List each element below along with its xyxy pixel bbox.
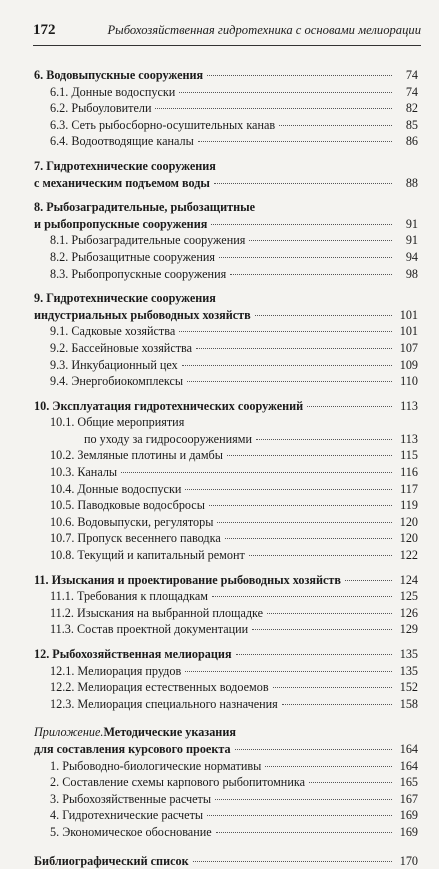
toc-entry: [34, 481, 418, 498]
dot-leader: [279, 125, 392, 126]
toc-entry-title: 6.4. Водоотводящие каналы: [50, 134, 194, 149]
toc-entry-page: 120: [399, 514, 418, 529]
toc-entry-title: 10. Эксплуатация гидротехнических сооружений: [34, 398, 304, 413]
page-number: 172: [33, 22, 56, 38]
toc-entry: [34, 117, 418, 134]
dot-leader: [225, 538, 392, 539]
dot-leader: [121, 472, 392, 473]
appendix-label: Приложение.: [34, 725, 104, 740]
toc-entry-title: 9.1. Садковые хозяйства: [50, 324, 176, 339]
section-gap: [34, 191, 418, 199]
toc-entry-page: 164: [399, 758, 418, 773]
dot-leader: [249, 555, 392, 556]
toc-entry-title: 6.2. Рыбоуловители: [50, 101, 152, 116]
toc-entry-title: 11. Изыскания и проектирование рыбоводных хозяйств: [34, 572, 341, 587]
toc-entry-page: 74: [405, 84, 418, 99]
dot-leader: [185, 489, 392, 490]
toc-entry-title: 12.3. Мелиорация специального назначения: [50, 696, 278, 711]
toc-entry-page: 115: [400, 448, 418, 463]
section-gap: [34, 638, 418, 646]
toc-entry: [34, 758, 418, 775]
dot-leader: [256, 439, 392, 440]
dot-leader: [219, 257, 392, 258]
dot-leader: [267, 613, 392, 614]
toc-entry: [34, 605, 418, 622]
toc-entry-page: 94: [405, 249, 418, 264]
section-gap: [34, 564, 418, 572]
section-gap: [34, 282, 418, 290]
toc-entry-page: 126: [399, 605, 418, 620]
toc-entry-title: индустриальных рыбоводных хозяйств: [34, 307, 251, 322]
toc-entry-page: 91: [405, 216, 418, 231]
toc-entry-title: 8. Рыбозаградительные, рыбозащитные: [34, 200, 256, 215]
section-gap: [34, 390, 418, 398]
toc-entry-page: 124: [399, 572, 418, 587]
toc-entry: [34, 621, 418, 638]
toc-entry-title: 9.2. Бассейновые хозяйства: [50, 340, 193, 355]
toc-entry: [34, 232, 418, 249]
toc-entry: [34, 447, 418, 464]
toc-entry-page: 135: [399, 663, 418, 678]
toc-entry-title: 10.3. Каналы: [50, 465, 118, 480]
dot-leader: [193, 861, 392, 862]
toc-entry: [34, 431, 418, 448]
toc-entry-title: 5. Экономическое обоснование: [50, 824, 212, 839]
toc-entry-title: 8.3. Рыбопропускные сооружения: [50, 266, 227, 281]
toc-entry-page: 120: [399, 531, 418, 546]
toc-entry-title: 10.6. Водовыпуски, регуляторы: [50, 514, 214, 529]
toc-entry: [34, 464, 418, 481]
toc-entry-title: 8.2. Рыбозащитные сооружения: [50, 249, 215, 264]
dot-leader: [309, 782, 392, 783]
dot-leader: [209, 505, 392, 506]
dot-leader: [207, 815, 392, 816]
running-title: Рыбохозяйственная гидротехника с основами мелиорации: [107, 23, 421, 37]
toc-entry-title: 2. Составление схемы карпового рыбопитомника: [50, 775, 305, 790]
toc-entry: [34, 133, 418, 150]
dot-leader: [217, 522, 392, 523]
dot-leader: [185, 671, 392, 672]
toc-entry-page: 116: [400, 465, 418, 480]
toc-entry-title: 8.1. Рыбозаградительные сооружения: [50, 233, 246, 248]
toc-entry: [34, 199, 418, 216]
toc-entry: [34, 249, 418, 266]
page-header: [33, 22, 421, 42]
toc-entry-title: 6.3. Сеть рыбосборно-осушительных канав: [50, 117, 276, 132]
toc-entry-title: 10.8. Текущий и капитальный ремонт: [50, 548, 245, 563]
toc-entry: [34, 357, 418, 374]
toc-entry: [34, 679, 418, 696]
toc-entry-page: 113: [400, 398, 418, 413]
toc-entry: [34, 266, 418, 283]
toc-entry: [34, 696, 418, 713]
toc-entry-page: 125: [399, 589, 418, 604]
toc-entry-page: 165: [399, 775, 418, 790]
toc-entry: [34, 572, 418, 589]
toc-entry-title: 9. Гидротехнические сооружения: [34, 291, 216, 306]
dot-leader: [179, 92, 392, 93]
dot-leader: [307, 406, 392, 407]
toc-entry-page: 82: [405, 101, 418, 116]
toc-entry-page: 135: [399, 647, 418, 661]
dot-leader: [212, 596, 392, 597]
toc-entry: [34, 398, 418, 415]
toc-entry-title: 9.3. Инкубационный цех: [50, 357, 178, 372]
dot-leader: [187, 381, 392, 382]
dot-leader: [196, 348, 392, 349]
toc-entry-page: 119: [400, 498, 418, 513]
toc-entry-page: 170: [399, 853, 418, 868]
toc-entry: [34, 414, 418, 431]
toc-entry: [34, 547, 418, 564]
toc-entry-title: 7. Гидротехнические сооружения: [34, 158, 216, 173]
table-of-contents: [34, 67, 418, 869]
dot-leader: [282, 704, 392, 705]
toc-entry-title: 10.4. Донные водоспуски: [50, 481, 182, 496]
toc-entry: [34, 853, 418, 869]
toc-entry-title: 10.2. Земляные плотины и дамбы: [50, 448, 223, 463]
dot-leader: [216, 832, 392, 833]
toc-entry: [34, 340, 418, 357]
toc-entry-page: 85: [405, 117, 418, 132]
toc-entry-title: 11.1. Требования к площадкам: [50, 589, 208, 604]
toc-entry-title: 12.2. Мелиорация естественных водоемов: [50, 680, 269, 695]
toc-entry-title: 11.2. Изыскания на выбранной площадке: [50, 605, 264, 620]
dot-leader: [227, 455, 392, 456]
toc-entry-page: 158: [399, 696, 418, 711]
dot-leader: [265, 766, 392, 767]
toc-entry: [34, 807, 418, 824]
toc-entry-title: 10.1. Общие мероприятия: [50, 415, 185, 430]
toc-entry-page: 88: [405, 175, 418, 190]
toc-entry-page: 167: [399, 791, 418, 806]
toc-entry: [34, 774, 418, 791]
toc-entry-title: 1. Рыбоводно-биологические нормативы: [50, 758, 262, 773]
appendix-title: Методические указания: [103, 725, 236, 740]
toc-entry-title: 12.1. Мелиорация прудов: [50, 663, 182, 678]
toc-entry-page: 152: [399, 680, 418, 695]
toc-entry: [34, 307, 418, 324]
toc-entry-page: 101: [399, 307, 418, 322]
section-gap: [34, 712, 418, 724]
toc-entry-title: 10.5. Паводковые водосбросы: [50, 498, 205, 513]
toc-entry-title: и рыбопропускные сооружения: [34, 216, 208, 231]
toc-entry-title: 11.3. Состав проектной документации: [50, 622, 249, 637]
toc-entry-title: 6.1. Донные водоспуски: [50, 84, 176, 99]
toc-entry: [34, 100, 418, 117]
section-gap: [34, 841, 418, 853]
toc-entry: [34, 514, 418, 531]
toc-entry-page: 110: [400, 374, 418, 389]
toc-entry: [34, 741, 418, 758]
toc-entry-page: 86: [405, 134, 418, 149]
toc-entry-title: 4. Гидротехнические расчеты: [50, 808, 204, 823]
toc-entry-page: 107: [399, 340, 418, 355]
toc-entry: [34, 791, 418, 808]
toc-entry-title: 3. Рыбохозяйственные расчеты: [50, 791, 212, 806]
dot-leader: [207, 75, 392, 76]
toc-entry-page: 129: [399, 622, 418, 637]
toc-entry-title: с механическим подъемом воды: [34, 175, 210, 190]
dot-leader: [211, 224, 392, 225]
toc-entry: [34, 373, 418, 390]
toc-entry: [34, 497, 418, 514]
toc-entry-page: 164: [399, 741, 418, 756]
toc-entry-page: 98: [405, 266, 418, 281]
dot-leader: [273, 687, 392, 688]
dot-leader: [252, 629, 392, 630]
dot-leader: [155, 108, 392, 109]
dot-leader: [236, 654, 392, 655]
toc-entry: [34, 824, 418, 841]
toc-entry-title: Библиографический список: [34, 853, 189, 868]
dot-leader: [345, 580, 392, 581]
toc-entry: [34, 175, 418, 192]
toc-entry-page: 117: [400, 481, 418, 496]
toc-entry: [34, 663, 418, 680]
toc-entry: [34, 84, 418, 101]
header-rule: [33, 45, 421, 46]
toc-entry: [34, 530, 418, 547]
dot-leader: [198, 141, 392, 142]
toc-entry: [34, 158, 418, 175]
toc-entry: [34, 588, 418, 605]
dot-leader: [249, 240, 392, 241]
toc-entry: [34, 290, 418, 307]
toc-entry: [34, 216, 418, 233]
dot-leader: [179, 331, 392, 332]
dot-leader: [182, 365, 392, 366]
toc-entry-page: 113: [400, 431, 418, 446]
toc-entry-page: 169: [399, 824, 418, 839]
dot-leader: [230, 274, 392, 275]
toc-entry-page: 169: [399, 808, 418, 823]
toc-entry-title: для составления курсового проекта: [34, 741, 231, 756]
dot-leader: [255, 315, 392, 316]
toc-entry-page: 122: [399, 548, 418, 563]
toc-entry-title: 12. Рыбохозяйственная мелиорация: [34, 647, 232, 661]
toc-entry-title: 6. Водовыпускные сооружения: [34, 68, 204, 82]
toc-entry: [34, 67, 418, 84]
toc-entry: [34, 646, 418, 663]
section-gap: [34, 150, 418, 158]
toc-entry-title: 9.4. Энергобиокомплексы: [50, 374, 184, 389]
toc-entry-page: 101: [399, 324, 418, 339]
toc-entry-title: по уходу за гидросооружениями: [84, 431, 252, 446]
toc-entry-page: 109: [399, 357, 418, 372]
toc-entry-page: 91: [405, 233, 418, 248]
toc-entry-page: 74: [405, 68, 418, 82]
toc-entry: [34, 323, 418, 340]
appendix-heading: [34, 724, 418, 741]
toc-entry-title: 10.7. Пропуск весеннего паводка: [50, 531, 221, 546]
dot-leader: [214, 183, 392, 184]
dot-leader: [215, 799, 392, 800]
